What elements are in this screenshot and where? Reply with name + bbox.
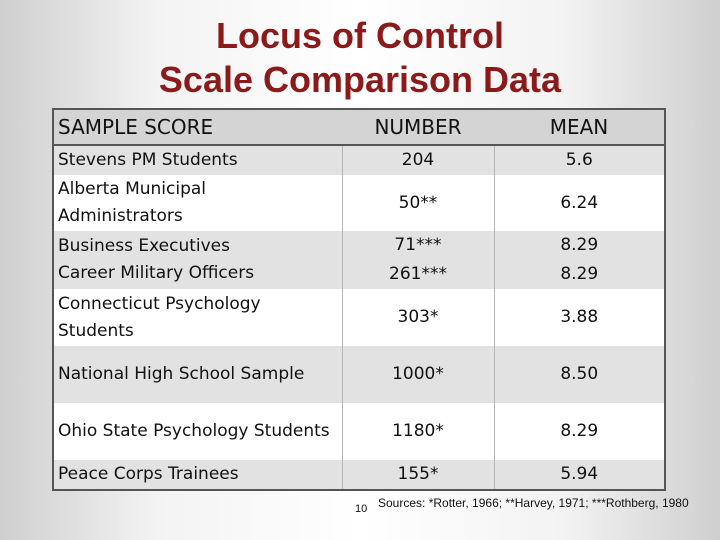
number-value: 204	[401, 150, 435, 170]
number-cell	[342, 289, 494, 346]
table-row	[53, 460, 665, 490]
number-cell	[342, 346, 494, 403]
table-header-row	[53, 109, 665, 145]
mean-value: 8.29	[560, 264, 599, 284]
table-row	[53, 231, 665, 289]
mean-cell	[494, 231, 665, 289]
comparison-table	[52, 108, 666, 491]
sample-line: Business Executives	[58, 236, 230, 256]
mean-cell	[494, 289, 665, 346]
mean-value: 8.29	[560, 421, 599, 441]
number-value: 71***	[394, 235, 442, 255]
slide-title-line-1: Locus of Control	[216, 15, 504, 56]
sample-cell	[53, 175, 342, 231]
mean-value: 6.24	[560, 192, 599, 213]
sources-note: Sources: *Rotter, 1966; **Harvey, 1971; ***Rothberg, 1980	[378, 496, 689, 510]
mean-value: 8.50	[560, 364, 599, 384]
sample-line: Connecticut Psychology	[58, 293, 261, 314]
sample-cell	[53, 145, 342, 175]
page-number: 10	[355, 503, 368, 515]
number-value: 1000*	[392, 364, 444, 384]
number-value: 303*	[397, 307, 439, 327]
sample-line: Stevens PM Students	[58, 150, 238, 170]
mean-value: 3.88	[560, 307, 599, 327]
number-cell	[342, 231, 494, 289]
mean-value: 5.6	[565, 150, 593, 170]
sample-line: Peace Corps Trainees	[58, 464, 239, 484]
mean-cell	[494, 403, 665, 460]
sample-line: Students	[58, 320, 134, 341]
number-value: 155*	[397, 464, 439, 484]
header-sample-score: SAMPLE SCORE	[53, 109, 342, 145]
number-cell	[342, 403, 494, 460]
sample-cell	[53, 289, 342, 346]
number-cell	[342, 175, 494, 231]
mean-cell	[494, 346, 665, 403]
mean-value: 5.94	[560, 464, 599, 484]
mean-value: 8.29	[560, 235, 599, 255]
number-value: 1180*	[392, 421, 444, 441]
table-row	[53, 289, 665, 346]
sample-cell	[53, 231, 342, 289]
header-mean: MEAN	[494, 109, 665, 145]
mean-cell	[494, 175, 665, 231]
table-row	[53, 346, 665, 403]
table-row	[53, 145, 665, 175]
mean-cell	[494, 460, 665, 490]
sample-cell	[53, 403, 342, 460]
table-row	[53, 403, 665, 460]
sample-line: Administrators	[58, 206, 183, 226]
number-cell	[342, 460, 494, 490]
number-value: 261***	[389, 264, 447, 284]
header-number: NUMBER	[342, 109, 494, 145]
slide-title	[0, 14, 720, 102]
sample-cell	[53, 460, 342, 490]
slide-title-line-2: Scale Comparison Data	[158, 59, 562, 100]
sample-line: Career Military Officers	[58, 263, 255, 283]
number-cell	[342, 145, 494, 175]
sample-line: Alberta Municipal	[58, 179, 207, 199]
table-row	[53, 175, 665, 231]
sample-line: Ohio State Psychology Students	[58, 421, 330, 441]
sample-line: National High School Sample	[58, 364, 305, 384]
mean-cell	[494, 145, 665, 175]
sample-cell	[53, 346, 342, 403]
number-value: 50**	[398, 192, 438, 213]
